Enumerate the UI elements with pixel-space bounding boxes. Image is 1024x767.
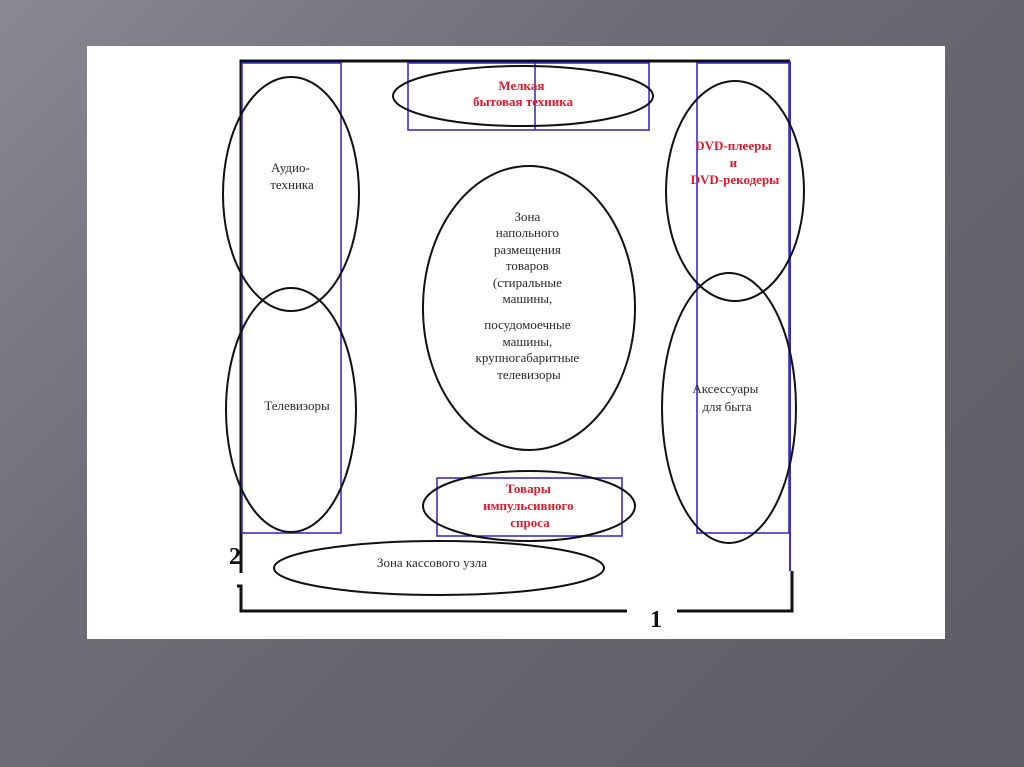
right-shelf xyxy=(697,63,789,533)
audio-label: Аудио- техника xyxy=(270,160,314,192)
slide xyxy=(87,46,945,639)
floor-zone-label: Зона напольного размещения товаров (стиральные машины, посудомоечные машины, крупногабаритные телевизоры xyxy=(475,209,580,382)
checkout-label: Зона кассового узла xyxy=(376,555,488,570)
wall-bottom-right xyxy=(677,571,792,611)
store-layout-diagram xyxy=(87,46,945,639)
small-appliances-label: Мелкая бытовая техника xyxy=(472,78,574,109)
dvd-zone xyxy=(666,81,804,301)
accessories-label: Аксессуары для быта xyxy=(692,381,759,414)
tv-label: Телевизоры xyxy=(264,398,330,413)
dvd-label: DVD-плееры и DVD-рекодеры xyxy=(690,138,780,187)
impulse-label: Товары импульсивного спроса xyxy=(483,481,574,530)
wall-bottom-left xyxy=(237,586,627,611)
left-shelf xyxy=(242,63,341,533)
entrance-1-marker: 1 xyxy=(650,607,662,633)
audio-zone xyxy=(223,77,359,311)
entrance-2-marker: 2 xyxy=(229,544,241,570)
